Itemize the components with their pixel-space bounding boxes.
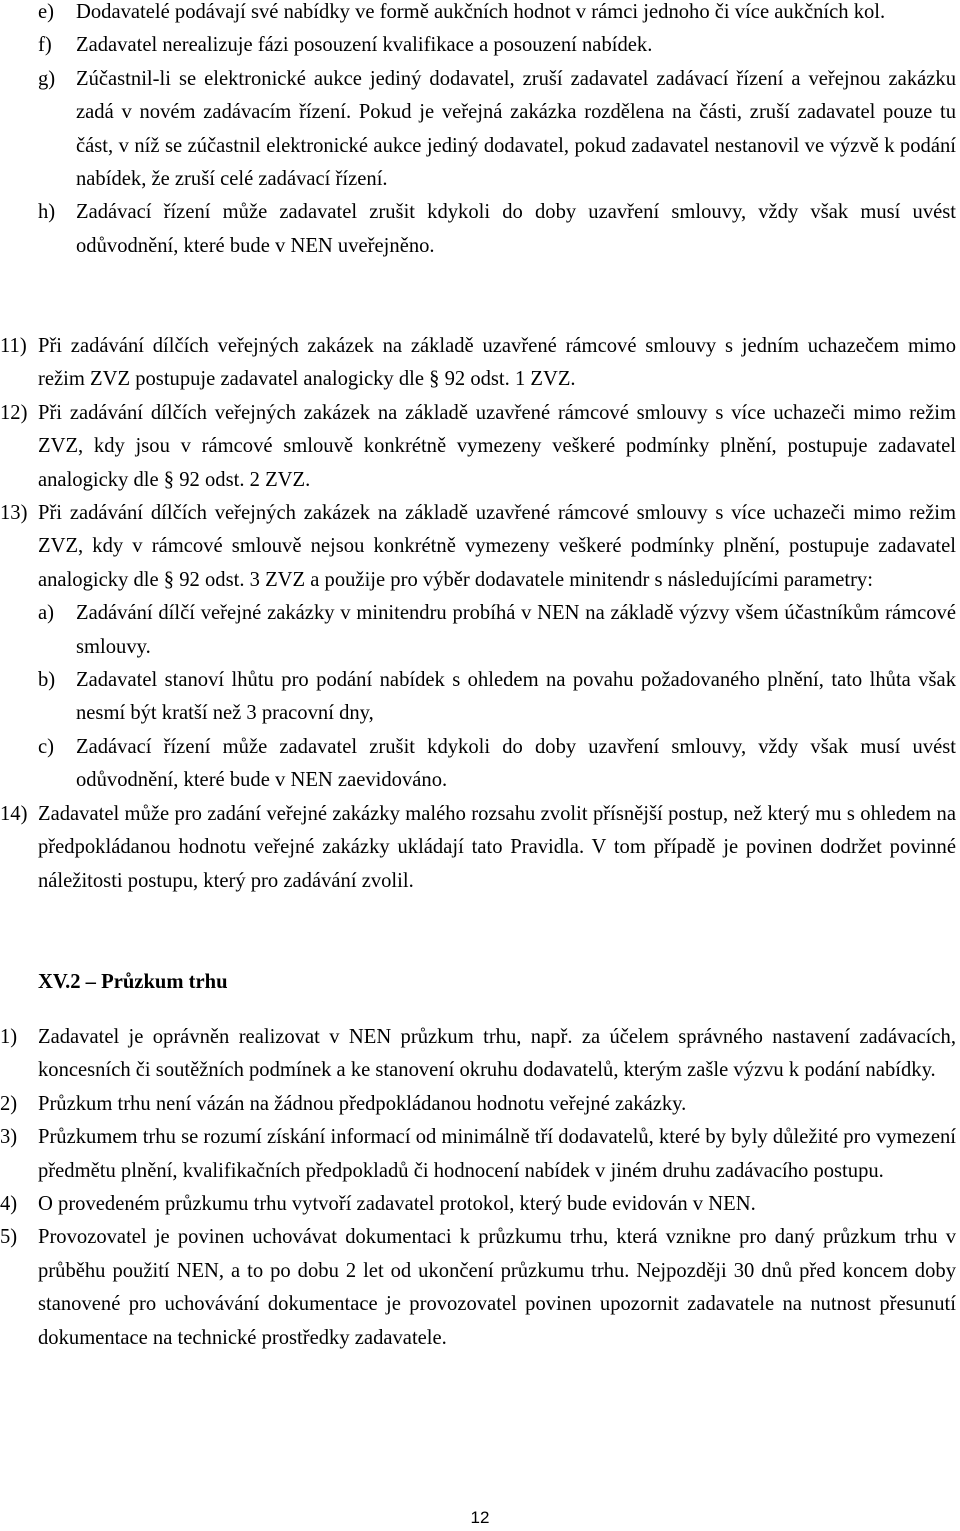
item-text: Zadávání dílčí veřejné zakázky v minitendru probíhá v NEN na základě výzvy všem účastníkům rámcové smlouvy. (76, 602, 956, 658)
list-item (0, 798, 960, 898)
item-label: e) (38, 1, 54, 23)
list-item (0, 1088, 960, 1121)
item-label: b) (38, 669, 56, 692)
item-label: 14) (0, 802, 28, 825)
item-label: 4) (0, 1193, 18, 1216)
list-item (0, 196, 960, 263)
item-label: a) (38, 602, 54, 625)
item-text: Zadavatel je oprávněn realizovat v NEN průzkum trhu, např. za účelem správného nastavení zadávacích, koncesních či soutěžních podmínek a ke stanovení okruhu dodavatelů, kterým zašle výzvu k podání nabídky. (38, 1026, 956, 1082)
item-text: Průzkumem trhu se rozumí získání informací od minimálně tří dodavatelů, které by byly důležité pro vymezení předmětu plnění, kvalifikačních předpokladů či hodnocení nabídek v jiném druhu zadávacího postupu. (38, 1126, 956, 1182)
item-text: Zadávací řízení může zadavatel zrušit kdykoli do doby uzavření smlouvy, vždy však musí uvést odůvodnění, které bude v NEN zaevidováno. (76, 735, 956, 792)
list-item (0, 1121, 960, 1188)
list-item (0, 0, 960, 29)
item-text: Průzkum trhu není vázán na žádnou předpokládanou hodnotu veřejné zakázky. (38, 1092, 687, 1115)
list-item (0, 597, 960, 664)
item-label: 3) (0, 1126, 18, 1149)
section-list (0, 1021, 960, 1355)
list-item (0, 63, 960, 197)
list-item (0, 1021, 960, 1088)
item-text: O provedeném průzkumu trhu vytvoří zadavatel protokol, který bude evidován v NEN. (38, 1193, 756, 1216)
item-label: 11) (0, 335, 27, 357)
list-item (0, 29, 960, 62)
item-text: Zadávací řízení může zadavatel zrušit kdykoli do doby uzavření smlouvy, vždy však musí uvést odůvodnění, které bude v NEN uveřejněno. (76, 201, 956, 257)
list-item (0, 664, 960, 731)
page-number: 12 (470, 1508, 490, 1527)
item-text: Při zadávání dílčích veřejných zakázek na základě uzavřené rámcové smlouvy s více uchazeči mimo režim ZVZ, kdy v rámcové smlouvě nejsou konkrétně vymezeny veškeré podmínky plnění, postupuje zadavatel analogicky dle § 92 odst. 3 ZVZ a použije pro výběr dodavatele minitendr s následujícími parametry: (38, 502, 956, 591)
list-item (0, 731, 960, 798)
item-text: Při zadávání dílčích veřejných zakázek na základě uzavřené rámcové smlouvy s více uchazeči mimo režim ZVZ, kdy jsou v rámcové smlouvě konkrétně vymezeny veškeré podmínky plnění, postupuje zadavatel analogicky dle § 92 odst. 2 ZVZ. (38, 401, 956, 491)
list-item (0, 397, 960, 497)
item-label: f) (38, 34, 52, 57)
item-label: c) (38, 735, 54, 758)
item-label: g) (38, 67, 56, 90)
item-label: 13) (0, 502, 28, 525)
sub-list-e-h (0, 0, 960, 263)
item-text: Provozovatel je povinen uchovávat dokumentaci k průzkumu trhu, která vznikne pro daný průzkum trhu v průběhu použití NEN, a to po dobu 2 let od ukončení průzkumu trhu. Nejpozději 30 dnů před koncem doby stanovené pro uchovávání dokumentace je provozovatel povinen upozornit zadavatele na nutnost přesunutí dokumentace na technické prostředky zadavatele. (38, 1226, 956, 1349)
item-label: 1) (0, 1026, 18, 1048)
item-label: 12) (0, 401, 28, 424)
item-text: Zadavatel stanoví lhůtu pro podání nabídek s ohledem na povahu požadovaného plnění, tato lhůta však nesmí být kratší než 3 pracovní dny, (76, 669, 956, 725)
item-label: 5) (0, 1226, 18, 1249)
item-text: Dodavatelé podávají své nabídky ve formě aukčních hodnot v rámci jednoho či více aukčních kol. (76, 1, 886, 23)
list-item (0, 330, 960, 397)
list-item (0, 1221, 960, 1355)
numbered-list (0, 330, 960, 898)
item-text: Zadavatel nerealizuje fázi posouzení kvalifikace a posouzení nabídek. (76, 34, 653, 57)
list-item (0, 497, 960, 597)
item-label: 2) (0, 1092, 18, 1115)
item-label: h) (38, 201, 56, 224)
item-text: Při zadávání dílčích veřejných zakázek na základě uzavřené rámcové smlouvy s jedním uchazečem mimo režim ZVZ postupuje zadavatel analogicky dle § 92 odst. 1 ZVZ. (38, 335, 956, 391)
item-text: Zúčastnil-li se elektronické aukce jediný dodavatel, zruší zadavatel zadávací řízení a veřejnou zakázku zadá v novém zadávacím řízení. Pokud je veřejná zakázka rozdělena na části, zruší zadavatel pouze tu část, v níž se zúčastnil elektronické aukce jediný dodavatel, pokud zadavatel nestanovil ve výzvě k podání nabídek, že zruší celé zadávací řízení. (76, 67, 956, 191)
section-heading: XV.2 – Průzkum trhu (38, 971, 228, 993)
list-item (0, 1188, 960, 1221)
item-text: Zadavatel může pro zadání veřejné zakázky malého rozsahu zvolit přísnější postup, než který mu s ohledem na předpokládanou hodnotu veřejné zakázky ukládají tato Pravidla. V tom případě je povinen dodržet povinné náležitosti postupu, který pro zadávání zvolil. (38, 802, 956, 892)
